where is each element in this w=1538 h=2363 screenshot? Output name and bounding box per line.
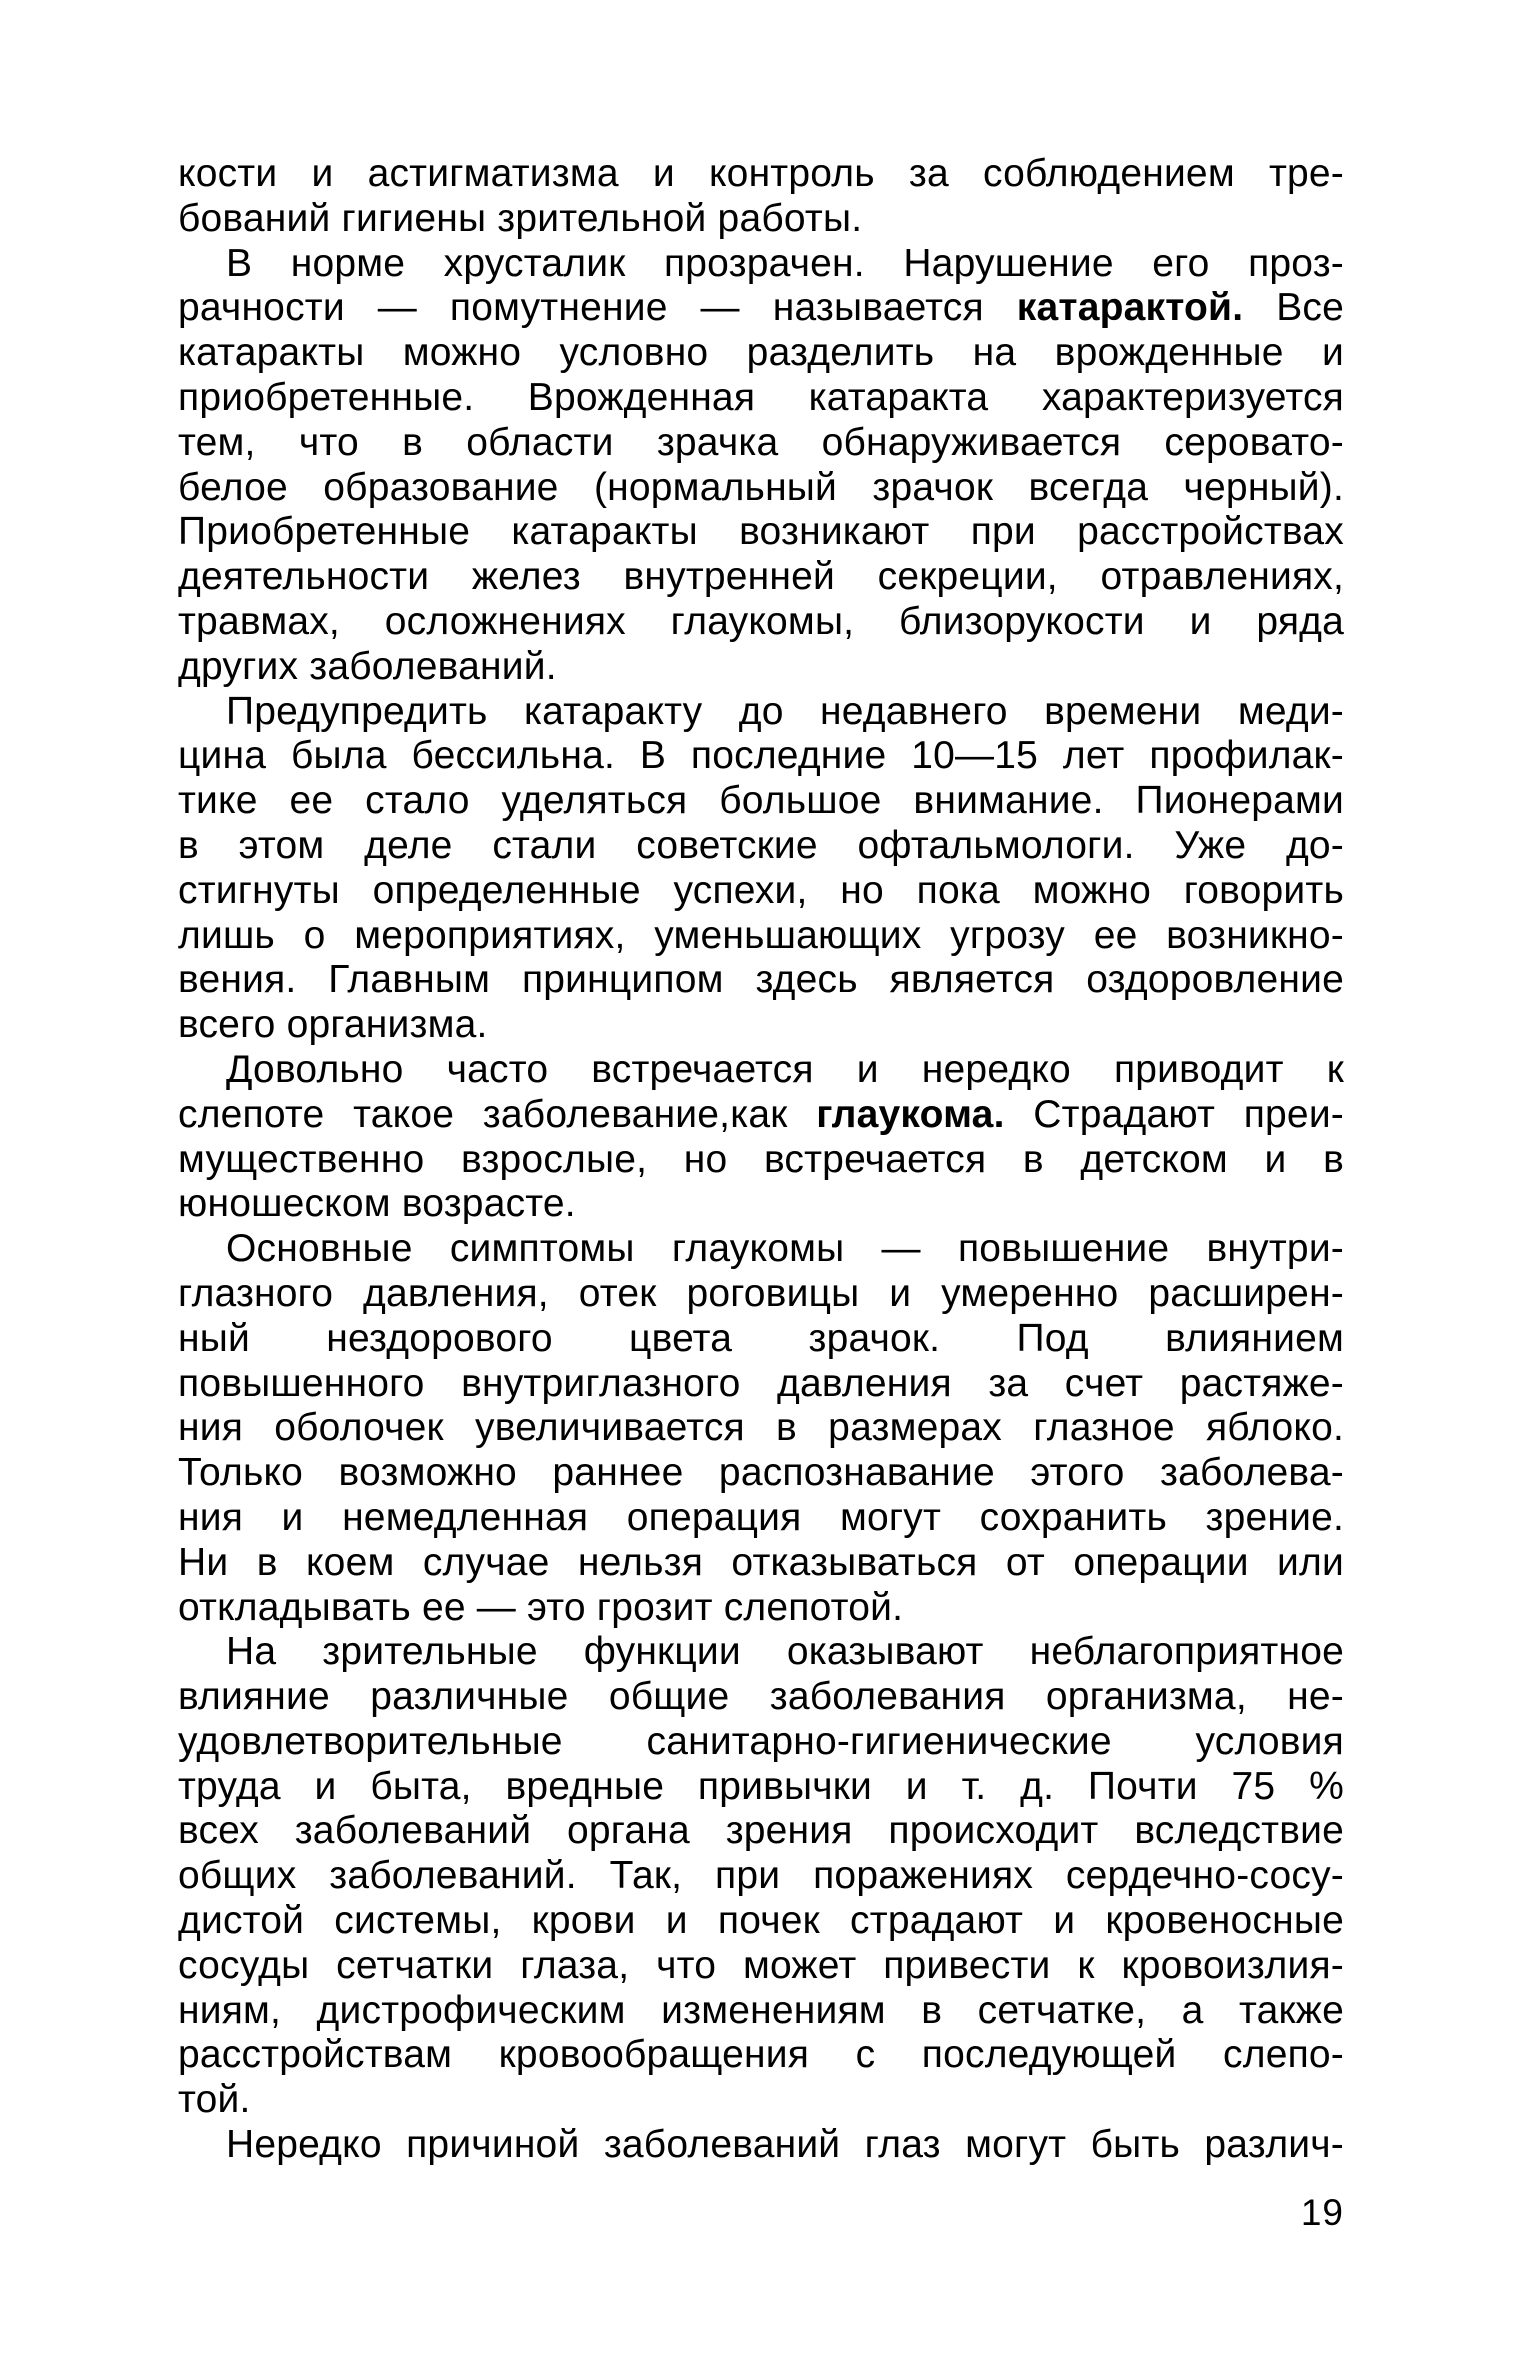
text-line xyxy=(178,1989,1344,2034)
text-segment: рачности — помутнение — называется xyxy=(178,286,1017,330)
text-segment: тем, что в области зрачка обнаруживается серовато- xyxy=(178,420,1344,464)
text-segment: В норме хрусталик прозрачен. Нарушение его проз- xyxy=(226,241,1344,285)
text-line xyxy=(178,1586,1344,1631)
text-line xyxy=(178,197,1344,242)
text-segment: ния оболочек увеличивается в размерах глазное яблоко. xyxy=(178,1406,1344,1450)
text-segment: в этом деле стали советские офтальмологи. Уже до- xyxy=(178,823,1344,867)
text-line xyxy=(178,1809,1344,1854)
text-segment: вения. Главным принципом здесь является оздоровление xyxy=(178,958,1344,1002)
text-segment: ниям, дистрофическим изменениям в сетчатке, а также xyxy=(178,1988,1344,2032)
text-segment: приобретенные. Врожденная катаракта характеризуется xyxy=(178,375,1344,419)
text-line xyxy=(178,2123,1344,2168)
text-line xyxy=(178,1541,1344,1586)
text-segment: сосуды сетчатки глаза, что может привести к кровоизлия- xyxy=(178,1943,1344,1987)
text-line xyxy=(178,1182,1344,1227)
text-line xyxy=(178,1854,1344,1899)
text-segment: деятельности желез внутренней секреции, отравлениях, xyxy=(178,555,1344,599)
text-line xyxy=(178,1227,1344,1272)
text-line xyxy=(178,600,1344,645)
text-line xyxy=(178,1720,1344,1765)
text-block xyxy=(178,152,1344,2168)
text-segment: лишь о мероприятиях, уменьшающих угрозу ее возникно- xyxy=(178,913,1344,957)
text-segment: цина была бессильна. В последние 10—15 лет профилак- xyxy=(178,734,1344,778)
text-line xyxy=(178,869,1344,914)
text-line xyxy=(178,1630,1344,1675)
text-segment: всего организма. xyxy=(178,1003,488,1047)
text-line xyxy=(178,1003,1344,1048)
text-segment: белое образование (нормальный зрачок всегда черный). xyxy=(178,465,1344,509)
text-line xyxy=(178,286,1344,331)
text-segment: слепоте такое заболевание,как xyxy=(178,1092,817,1136)
text-line xyxy=(178,510,1344,555)
text-segment: стигнуты определенные успехи, но пока можно говорить xyxy=(178,868,1344,912)
text-line xyxy=(178,779,1344,824)
text-line xyxy=(178,824,1344,869)
text-segment: глазного давления, отек роговицы и умеренно расширен- xyxy=(178,1271,1344,1315)
text-line xyxy=(178,1406,1344,1451)
text-segment: расстройствам кровообращения с последующей слепо- xyxy=(178,2033,1344,2077)
text-segment: травмах, осложнениях глаукомы, близорукости и ряда xyxy=(178,599,1344,643)
text-line xyxy=(178,1272,1344,1317)
text-segment: Страдают преи- xyxy=(1004,1092,1344,1136)
text-segment: повышенного внутриглазного давления за счет растяже- xyxy=(178,1361,1344,1405)
text-segment: всех заболеваний органа зрения происходит вследствие xyxy=(178,1809,1344,1853)
text-line xyxy=(178,421,1344,466)
text-segment: откладывать ее — это грозит слепотой. xyxy=(178,1585,904,1629)
text-segment: Нередко причиной заболеваний глаз могут быть различ- xyxy=(226,2123,1344,2167)
text-line xyxy=(178,1138,1344,1183)
text-line xyxy=(178,2078,1344,2123)
text-line xyxy=(178,690,1344,735)
text-line xyxy=(178,242,1344,287)
text-line xyxy=(178,1944,1344,1989)
text-line xyxy=(178,376,1344,421)
text-line xyxy=(178,958,1344,1003)
text-segment: Ни в коем случае нельзя отказываться от операции или xyxy=(178,1540,1344,1584)
text-line xyxy=(178,914,1344,959)
text-segment: катаракты можно условно разделить на врожденные и xyxy=(178,331,1344,375)
text-line xyxy=(178,152,1344,197)
text-line xyxy=(178,1765,1344,1810)
text-segment: мущественно взрослые, но встречается в детском и в xyxy=(178,1137,1344,1181)
text-line xyxy=(178,331,1344,376)
text-line xyxy=(178,466,1344,511)
text-segment: Предупредить катаракту до недавнего времени меди- xyxy=(226,689,1344,733)
text-line xyxy=(178,1317,1344,1362)
text-segment: той. xyxy=(178,2078,251,2122)
text-segment: Приобретенные катаракты возникают при расстройствах xyxy=(178,510,1344,554)
text-segment: бований гигиены зрительной работы. xyxy=(178,196,863,240)
text-line xyxy=(178,555,1344,600)
text-segment: общих заболеваний. Так, при поражениях сердечно-сосу- xyxy=(178,1854,1344,1898)
text-segment: Все xyxy=(1243,286,1344,330)
text-line xyxy=(178,1093,1344,1138)
text-segment: Только возможно раннее распознавание этого заболева- xyxy=(178,1451,1344,1495)
text-segment: труда и быта, вредные привычки и т. д. Почти 75 % xyxy=(178,1764,1344,1808)
text-segment: тике ее стало уделяться большое внимание. Пионерами xyxy=(178,779,1344,823)
text-line xyxy=(178,645,1344,690)
text-segment: юношеском возрасте. xyxy=(178,1182,576,1226)
text-segment: Довольно часто встречается и нередко приводит к xyxy=(226,1047,1344,1091)
bold-term: катарактой. xyxy=(1016,286,1244,330)
text-segment: На зрительные функции оказывают неблагоприятное xyxy=(226,1630,1344,1674)
text-segment: ния и немедленная операция могут сохранить зрение. xyxy=(178,1495,1344,1539)
text-line xyxy=(178,734,1344,779)
text-segment: дистой системы, крови и почек страдают и кровеносные xyxy=(178,1899,1344,1943)
text-segment: других заболеваний. xyxy=(178,644,557,688)
text-segment: кости и астигматизма и контроль за соблюдением тре- xyxy=(178,152,1344,195)
page-number: 19 xyxy=(1300,2192,1344,2233)
text-line xyxy=(178,2033,1344,2078)
text-line xyxy=(178,1451,1344,1496)
text-segment: влияние различные общие заболевания организма, не- xyxy=(178,1675,1344,1719)
text-segment: ный нездорового цвета зрачок. Под влиянием xyxy=(178,1316,1344,1360)
text-line xyxy=(178,1899,1344,1944)
text-segment: Основные симптомы глаукомы — повышение внутри- xyxy=(226,1227,1344,1271)
text-line xyxy=(178,1362,1344,1407)
text-line xyxy=(178,1496,1344,1541)
text-segment: удовлетворительные санитарно-гигиенические условия xyxy=(178,1719,1344,1763)
text-line xyxy=(178,1675,1344,1720)
bold-term: глаукома. xyxy=(816,1092,1005,1136)
text-line xyxy=(178,1048,1344,1093)
